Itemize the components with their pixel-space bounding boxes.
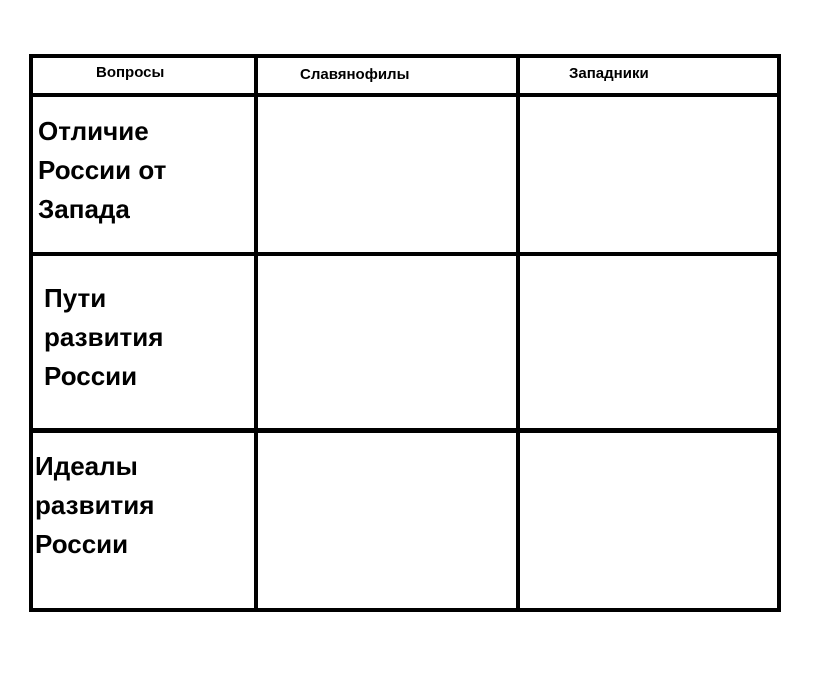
row-1-westerners-cell bbox=[520, 97, 777, 252]
row-1-slavophiles-cell bbox=[258, 97, 516, 252]
table-border-right bbox=[777, 54, 781, 612]
header-westerners: Западники bbox=[569, 65, 649, 82]
row-2-westerners-cell bbox=[520, 256, 777, 428]
row-3-slavophiles-cell bbox=[258, 433, 516, 608]
row-2-slavophiles-cell bbox=[258, 256, 516, 428]
header-slavophiles: Славянофилы bbox=[300, 66, 410, 83]
row-3-westerners-cell bbox=[520, 433, 777, 608]
table-border-bottom bbox=[29, 608, 781, 612]
row-question-3: Идеалы развития России bbox=[35, 451, 155, 559]
table-border-top bbox=[29, 54, 781, 58]
row-question-1: Отличие России от Запада bbox=[38, 116, 167, 224]
table-border-left bbox=[29, 54, 33, 612]
header-questions: Вопросы bbox=[96, 64, 165, 81]
row-question-2: Пути развития России bbox=[44, 283, 164, 391]
